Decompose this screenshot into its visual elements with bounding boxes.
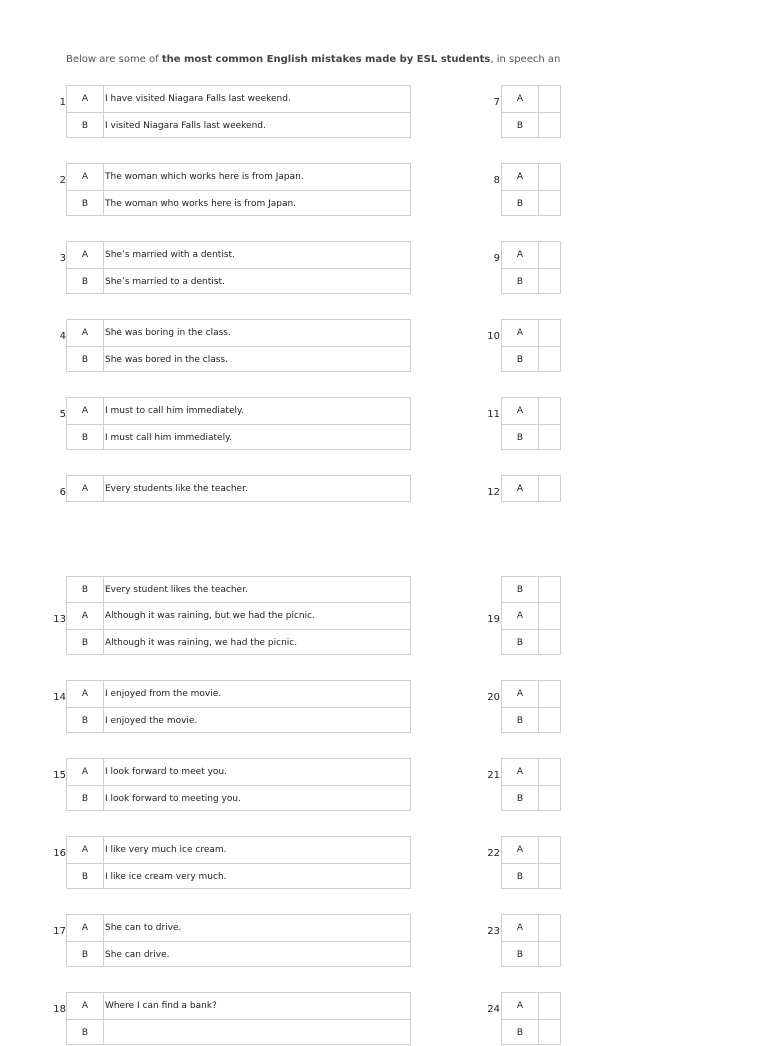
- question-number: 20: [487, 692, 500, 703]
- intro-suffix: , in speech an: [490, 54, 561, 65]
- question-number: 8: [493, 175, 500, 186]
- question-box: [66, 397, 411, 450]
- option-row[interactable]: [67, 476, 410, 502]
- question-number: 13: [53, 614, 66, 625]
- question-box: [501, 836, 561, 889]
- question-box: [66, 836, 411, 889]
- question-box: [501, 85, 561, 138]
- question-number: 7: [493, 97, 500, 108]
- intro-bold: the most common English mistakes made by ESL students: [161, 54, 491, 65]
- option-letter: A: [516, 767, 524, 777]
- option-row[interactable]: [67, 629, 410, 656]
- option-letter: A: [81, 1001, 89, 1011]
- option-sentence: I must call him immediately.: [105, 433, 232, 443]
- option-letter: B: [516, 716, 524, 726]
- question-number: 10: [487, 331, 500, 342]
- question-number: 19: [487, 614, 500, 625]
- option-letter: A: [516, 94, 524, 104]
- question-number: 2: [59, 175, 66, 186]
- option-letter: A: [516, 484, 524, 494]
- option-sentence: She can drive.: [105, 950, 170, 960]
- option-row[interactable]: [67, 577, 410, 603]
- option-letter: A: [81, 767, 89, 777]
- option-row[interactable]: [67, 603, 410, 629]
- option-row[interactable]: [502, 320, 560, 346]
- option-row[interactable]: [67, 915, 410, 941]
- question-number: 17: [53, 926, 66, 937]
- option-letter: A: [81, 94, 89, 104]
- option-letter: B: [516, 121, 524, 131]
- question-box: [501, 576, 561, 603]
- option-letter: B: [81, 794, 89, 804]
- question-box: [66, 163, 411, 216]
- option-letter: B: [81, 716, 89, 726]
- option-sentence: I have visited Niagara Falls last weekend.: [105, 94, 291, 104]
- option-row[interactable]: [502, 837, 560, 863]
- option-row[interactable]: [502, 346, 560, 373]
- question-box: [501, 163, 561, 216]
- option-row[interactable]: [502, 398, 560, 424]
- option-letter: A: [516, 1001, 524, 1011]
- option-sentence: She was bored in the class.: [105, 355, 228, 365]
- option-letter: A: [516, 845, 524, 855]
- option-row[interactable]: [502, 863, 560, 890]
- option-row[interactable]: [67, 112, 410, 139]
- option-letter: B: [81, 1028, 89, 1038]
- option-row[interactable]: [502, 941, 560, 968]
- option-row[interactable]: [502, 603, 560, 629]
- option-row[interactable]: [67, 707, 410, 734]
- option-letter: B: [81, 121, 89, 131]
- option-letter: B: [516, 277, 524, 287]
- option-row[interactable]: [502, 1019, 560, 1046]
- option-letter: B: [516, 433, 524, 443]
- option-sentence: She’s married with a dentist.: [105, 250, 235, 260]
- option-letter: A: [81, 845, 89, 855]
- question-number: 21: [487, 770, 500, 781]
- option-letter: A: [81, 689, 89, 699]
- question-box: [66, 475, 411, 502]
- option-letter: B: [516, 355, 524, 365]
- question-box: [501, 475, 561, 502]
- question-box: [501, 914, 561, 967]
- question-box: [66, 85, 411, 138]
- question-box: [501, 319, 561, 372]
- question-number: 14: [53, 692, 66, 703]
- option-letter: B: [516, 199, 524, 209]
- question-box: [501, 758, 561, 811]
- question-box: [66, 680, 411, 733]
- option-row[interactable]: [502, 476, 560, 502]
- option-sentence: I like very much ice cream.: [105, 845, 227, 855]
- option-row[interactable]: [67, 268, 410, 295]
- option-sentence: Every student likes the teacher.: [105, 585, 248, 595]
- option-sentence: I enjoyed the movie.: [105, 716, 198, 726]
- option-sentence: Every students like the teacher.: [105, 484, 248, 494]
- option-sentence: I enjoyed from the movie.: [105, 689, 222, 699]
- option-sentence: She was boring in the class.: [105, 328, 231, 338]
- question-number: 6: [59, 487, 66, 498]
- option-letter: B: [81, 638, 89, 648]
- option-row[interactable]: [67, 785, 410, 812]
- option-sentence: She’s married to a dentist.: [105, 277, 225, 287]
- option-row[interactable]: [67, 164, 410, 190]
- option-letter: A: [81, 611, 89, 621]
- option-letter: A: [516, 406, 524, 416]
- option-row[interactable]: [502, 759, 560, 785]
- question-number: 1: [59, 97, 66, 108]
- question-box: [66, 914, 411, 967]
- option-letter: A: [81, 328, 89, 338]
- option-row[interactable]: [502, 915, 560, 941]
- option-letter: B: [81, 199, 89, 209]
- option-row[interactable]: [67, 190, 410, 217]
- question-box: [66, 576, 411, 603]
- option-row[interactable]: [67, 1019, 410, 1046]
- option-letter: A: [516, 611, 524, 621]
- question-number: 12: [487, 487, 500, 498]
- option-row[interactable]: [502, 164, 560, 190]
- option-row[interactable]: [67, 86, 410, 112]
- option-sentence: I look forward to meeting you.: [105, 794, 241, 804]
- option-sentence: Although it was raining, but we had the picnic.: [105, 611, 315, 621]
- question-number: 9: [493, 253, 500, 264]
- option-letter: B: [516, 585, 524, 595]
- option-letter: B: [516, 638, 524, 648]
- question-box: [501, 602, 561, 655]
- option-letter: A: [81, 172, 89, 182]
- option-row[interactable]: [502, 577, 560, 603]
- option-row[interactable]: [502, 268, 560, 295]
- option-row[interactable]: [67, 941, 410, 968]
- question-number: 5: [59, 409, 66, 420]
- option-sentence: She can to drive.: [105, 923, 182, 933]
- option-sentence: Where I can find a bank?: [105, 1001, 217, 1011]
- option-letter: B: [516, 872, 524, 882]
- option-letter: A: [516, 328, 524, 338]
- question-number: 3: [59, 253, 66, 264]
- option-letter: A: [81, 406, 89, 416]
- question-box: [66, 992, 411, 1045]
- option-letter: A: [516, 689, 524, 699]
- question-box: [501, 397, 561, 450]
- question-number: 15: [53, 770, 66, 781]
- question-number: 22: [487, 848, 500, 859]
- option-letter: B: [516, 1028, 524, 1038]
- option-sentence: I look forward to meet you.: [105, 767, 227, 777]
- option-letter: B: [81, 872, 89, 882]
- option-sentence: The woman which works here is from Japan.: [105, 172, 304, 182]
- option-row[interactable]: [502, 190, 560, 217]
- question-box: [66, 758, 411, 811]
- option-row[interactable]: [67, 837, 410, 863]
- option-letter: B: [81, 355, 89, 365]
- question-number: 4: [59, 331, 66, 342]
- option-row[interactable]: [502, 993, 560, 1019]
- option-letter: A: [516, 923, 524, 933]
- intro-prefix: Below are some of: [66, 54, 162, 65]
- option-sentence: I visited Niagara Falls last weekend.: [105, 121, 266, 131]
- option-letter: B: [81, 585, 89, 595]
- option-row[interactable]: [502, 629, 560, 656]
- question-number: 24: [487, 1004, 500, 1015]
- option-letter: A: [516, 172, 524, 182]
- question-box: [501, 992, 561, 1045]
- question-number: 11: [487, 409, 500, 420]
- option-letter: B: [81, 277, 89, 287]
- option-sentence: The woman who works here is from Japan.: [105, 199, 297, 209]
- option-row[interactable]: [67, 424, 410, 451]
- option-letter: B: [81, 950, 89, 960]
- option-letter: B: [516, 794, 524, 804]
- option-row[interactable]: [502, 112, 560, 139]
- option-letter: A: [81, 484, 89, 494]
- option-row[interactable]: [67, 346, 410, 373]
- option-letter: A: [81, 923, 89, 933]
- option-letter: A: [516, 250, 524, 260]
- question-box: [66, 319, 411, 372]
- option-row[interactable]: [502, 424, 560, 451]
- option-row[interactable]: [67, 681, 410, 707]
- option-row[interactable]: [502, 785, 560, 812]
- question-box: [501, 680, 561, 733]
- option-row[interactable]: [67, 759, 410, 785]
- question-number: 16: [53, 848, 66, 859]
- option-row[interactable]: [67, 242, 410, 268]
- question-box: [501, 241, 561, 294]
- question-box: [66, 241, 411, 294]
- option-sentence: I like ice cream very much.: [105, 872, 227, 882]
- option-row[interactable]: [502, 681, 560, 707]
- option-letter: B: [516, 950, 524, 960]
- option-row[interactable]: [502, 242, 560, 268]
- option-letter: A: [81, 250, 89, 260]
- option-sentence: I must to call him immediately.: [105, 406, 244, 416]
- option-letter: B: [81, 433, 89, 443]
- option-row[interactable]: [67, 993, 410, 1019]
- option-row[interactable]: [67, 398, 410, 424]
- option-row[interactable]: [67, 320, 410, 346]
- question-number: 23: [487, 926, 500, 937]
- option-row[interactable]: [502, 707, 560, 734]
- question-box: [66, 602, 411, 655]
- option-row[interactable]: [502, 86, 560, 112]
- option-row[interactable]: [67, 863, 410, 890]
- question-number: 18: [53, 1004, 66, 1015]
- option-sentence: Although it was raining, we had the picnic.: [105, 638, 298, 648]
